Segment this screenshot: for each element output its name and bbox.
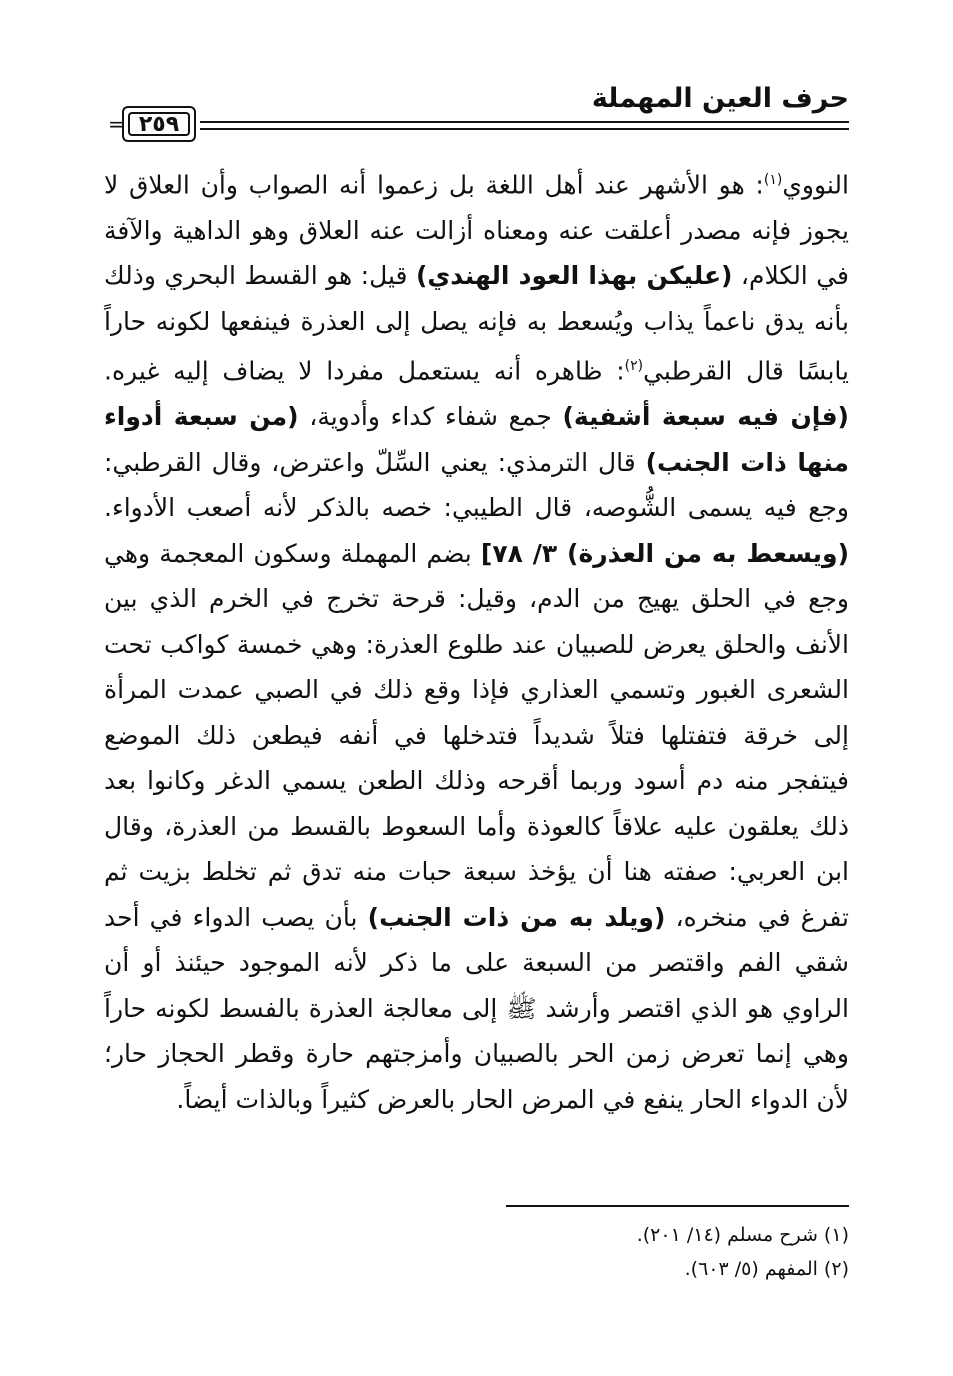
text-segment: النووي: [782, 170, 849, 200]
hadith-phrase: (عليكن بهذا العود الهندي): [415, 261, 733, 291]
header-rule-bottom: [200, 128, 849, 130]
text-segment: قال الترمذي: يعني السِّلّ واعترض، وقال القرطبي: وجع فيه يسمى الشُّوصه، قال الطيبي: خصه بالذكر لأنه أصعب الأدواء.: [104, 447, 849, 523]
hadith-phrase: (ويلد به من ذات الجنب): [367, 902, 666, 932]
page-number-box: [122, 106, 196, 142]
footnote-2: (٢) المفهم (٥/ ٦٠٣).: [684, 1258, 849, 1280]
running-header-title: حرف العين المهملة: [591, 83, 849, 114]
text-segment: بأن يصب الدواء في أحد شقي الفم واقتصر من السبعة على ما ذكر لأنه الموجود حيئنذ أو أن الراوي هو الذي اقتصر وأرشد ﷺ إلى معالجة العذرة بالفسط لكونه حاراً وهي إنما تعرض زمن الحر بالصبيان وأمزجتهم حارة وقطر الحجاز حار؛ لأن الدواء الحار ينفع في المرض الحار بالعرض كثيراً وبالذات أيضاً.: [104, 902, 849, 1114]
text-segment: : ظاهره أنه يستعمل مفردا لا يضاف إليه غيره.: [104, 356, 625, 386]
hadith-phrase: (من سبعة أدواء منها ذات الجنب): [104, 402, 849, 477]
footnote-separator: [506, 1205, 849, 1207]
hadith-phrase: (ويسعط به من العذرة) ٣/ ٧٨]: [480, 538, 849, 568]
footnote-ref-1: (١): [763, 172, 783, 188]
text-segment: بضم المهملة وسكون المعجمة وهي وجع في الحلق يهيج من الدم، وقيل: قرحة تخرج في الخرم الذي بين الأنف والحلق يعرض للصبيان عند طلوع العذرة: وهي خمسة كواكب تحت الشعرى الغبور وتسمي العذاري فإذا وقع ذلك في الصبي عمدت المرأة إلى خرقة فتفتلها فتلاً شديداً فتدخلها في أنفه فيطعن ذلك الموضع فيتفجر منه دم أسود وربما أقرحه وذلك الطعن يسمي الدغر وكانوا بعد ذلك يعلقون عليه علاقاً كالعوذة وأما السعوط بالقسط من العذرة، وقال ابن العربي: صفته هنا أن يؤخذ سبعة حبات منه تدق ثم تخلط بزيت ثم تفرغ في منخره،: [104, 538, 849, 932]
footnote-1: (١) شرح مسلم (١٤/ ٢٠١).: [636, 1224, 849, 1246]
page-number: ٢٥٩: [128, 112, 190, 136]
header-dash: =: [108, 112, 125, 136]
hadith-phrase: (فإن فيه سبعة أشفية): [562, 402, 849, 432]
main-text: [104, 158, 849, 1122]
footnote-ref-2: (٢): [624, 358, 644, 375]
header-rule-top: [200, 121, 849, 123]
text-segment: : هو الأشهر عند أهل اللغة بل زعموا أنه الصواب وأن العلاق لا يجوز فإنه مصدر أعلقت عنه ومعناه أزالت عنه العلاق وهو الداهية والآفة في الكلام،: [104, 170, 849, 291]
text-segment: قيل: هو القسط البحري وذلك بأنه يدق ناعماً يذاب ويُسعط به فإنه يصل إلى العذرة فينفعها لكونه حاراً يابسًا قال القرطبي: [104, 261, 849, 386]
footnotes: [637, 1218, 849, 1286]
text-segment: جمع شفاء كداء وأدوية،: [298, 402, 563, 432]
